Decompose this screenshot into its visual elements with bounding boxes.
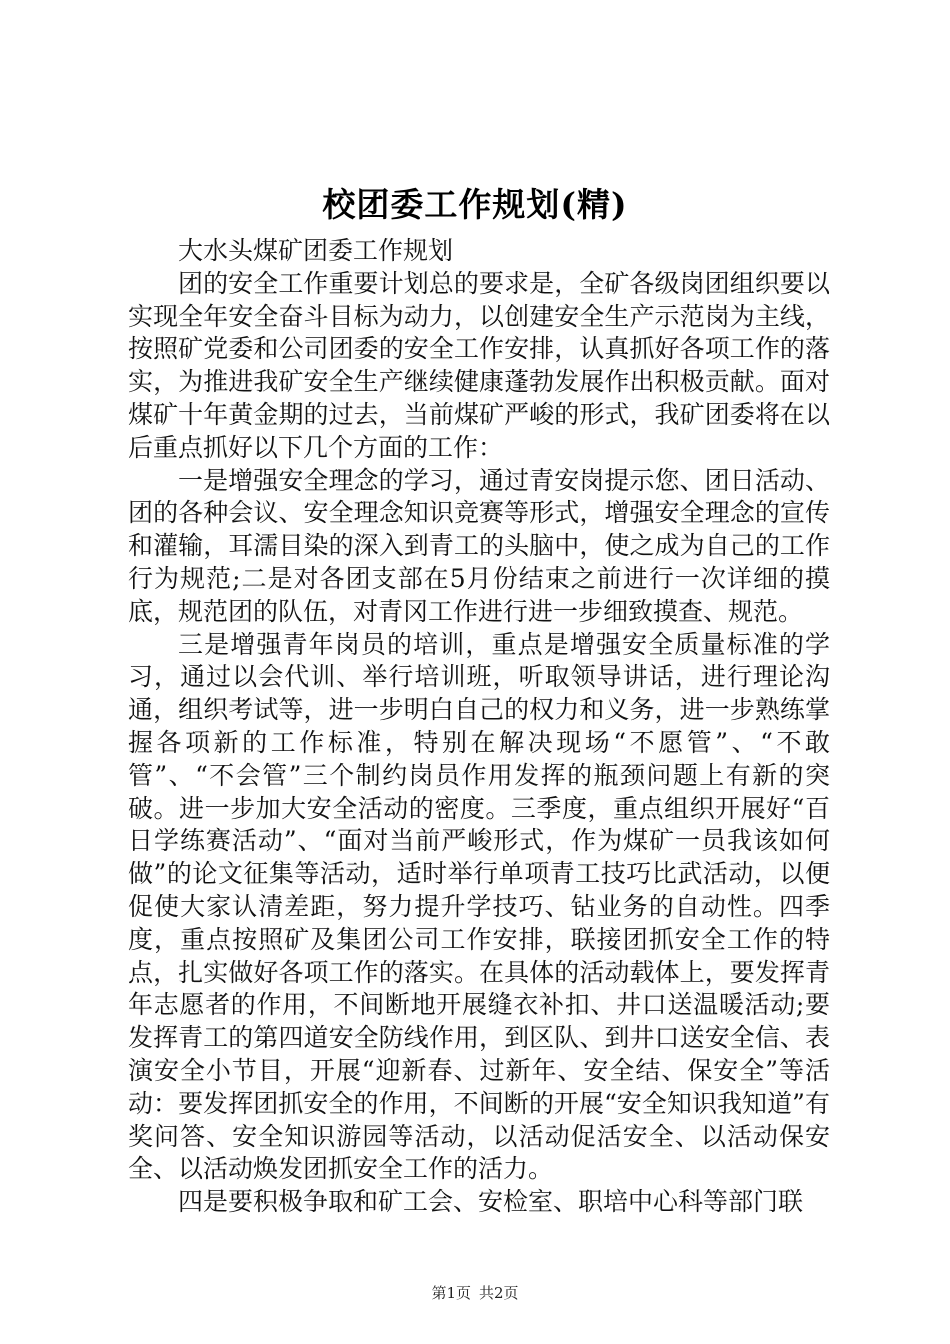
document-title: 校团委工作规划(精): [322, 185, 628, 224]
paragraph-intro: 团的安全工作重要计划总的要求是，全矿各级岗团组织要以实现全年安全奋斗目标为动力，以创建安全生产示范岗为主线，按照矿党委和公司团委的安全工作安排，认真抓好各项工作的落实，为推进我矿安全生产继续健康蓬勃发展作出积极贡献。面对煤矿十年黄金期的过去，当前煤矿严峻的形式，我矿团委将在以后重点抓好以下几个方面的工作：: [128, 268, 830, 462]
page-number-current: 第1页: [431, 1284, 471, 1302]
document-body: [128, 235, 830, 1219]
paragraph-point-three: 三是增强青年岗员的培训，重点是增强安全质量标准的学习，通过以会代训、举行培训班，听取领导讲话，进行理论沟通，组织考试等，进一步明白自己的权力和义务，进一步熟练掌握各项新的工作标准，特别在解决现场“不愿管”、“不敢管”、“不会管”三个制约岗员作用发挥的瓶颈问题上有新的突破。进一步加大安全活动的密度。三季度，重点组织开展好“百日学练赛活动”、“面对当前严峻形式，作为煤矿一员我该如何做”的论文征集等活动，适时举行单项青工技巧比武活动，以便促使大家认清差距，努力提升学技巧、钻业务的自动性。四季度，重点按照矿及集团公司工作安排，联接团抓安全工作的特点，扎实做好各项工作的落实。在具体的活动载体上，要发挥青年志愿者的作用，不间断地开展缝衣补扣、井口送温暖活动;要发挥青工的第四道安全防线作用，到区队、到井口送安全信、表演安全小节目，开展“迎新春、过新年、安全结、保安全”等活动：要发挥团抓安全的作用，不间断的开展“安全知识我知道”有奖问答、安全知识游园等活动，以活动促活安全、以活动保安全、以活动焕发团抓安全工作的活力。: [128, 629, 830, 1184]
page-footer: [0, 1283, 950, 1303]
page-number-total: 共2页: [479, 1284, 519, 1302]
document-subtitle: 大水头煤矿团委工作规划: [178, 236, 454, 265]
paragraph-point-four: 四是要积极争取和矿工会、安检室、职培中心科等部门联: [178, 1187, 804, 1217]
paragraph-point-one: 一是增强安全理念的学习，通过青安岗提示您、团日活动、团的各种会议、安全理念知识竞赛等形式，增强安全理念的宣传和灌输，耳濡目染的深入到青工的头脑中，使之成为自己的工作行为规范;二是对各团支部在5月份结束之前进行一次详细的摸底，规范团的队伍，对青冈工作进行进一步细致摸查、规范。: [128, 465, 830, 626]
